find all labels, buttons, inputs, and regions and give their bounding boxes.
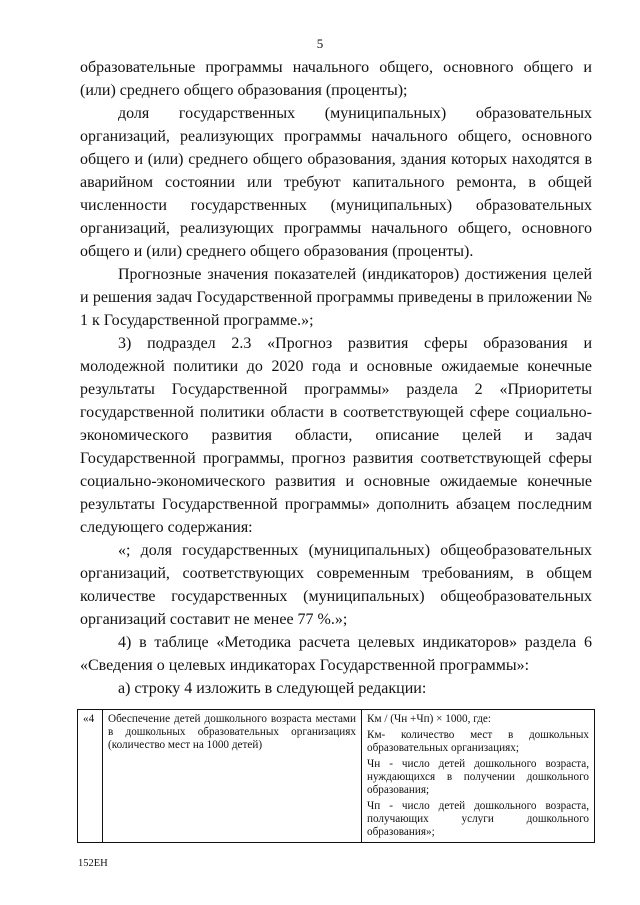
- document-code: 152ЕН: [78, 858, 108, 869]
- body-text: [80, 56, 592, 700]
- method-line: Чн - число детей дошкольного возраста, нуждающихся в получении дошкольного образования;: [367, 758, 589, 796]
- paragraph: образовательные программы начального общего, основного общего и (или) среднего общего образования (проценты);: [80, 59, 592, 99]
- indicator-table: [77, 709, 595, 843]
- method-line: Км- количество мест в дошкольных образовательных организациях;: [367, 729, 589, 754]
- paragraph: Прогнозные значения показателей (индикаторов) достижения целей и решения задач Государственной программы приведены в приложении № 1 к Государственной программе.»;: [80, 266, 592, 329]
- paragraph: 4) в таблице «Методика расчета целевых индикаторов» раздела 6 «Сведения о целевых индикаторах Государственной программы»:: [80, 634, 592, 674]
- table-row: [78, 710, 595, 843]
- paragraph: а) строку 4 изложить в следующей редакции:: [118, 680, 427, 697]
- method-line: Чп - число детей дошкольного возраста, получающих услуги дошкольного образования»;: [367, 800, 589, 838]
- page-number: 5: [316, 36, 324, 51]
- row-number-cell: «4: [78, 710, 103, 843]
- indicator-name-cell: Обеспечение детей дошкольного возраста местами в дошкольных образовательных организациях (количество мест на 1000 детей): [103, 710, 362, 843]
- method-line: Км / (Чн +Чп) × 1000, где:: [367, 713, 491, 725]
- paragraph: 3) подраздел 2.3 «Прогноз развития сферы образования и молодежной политики до 2020 года и основные ожидаемые конечные результаты Государственной программы» раздела 2 «Приоритеты государственной политики области в соответствующей сфере социально-экономического развития области, описание целей и задач Государственной программы, прогноз развития соответствующей сферы социально-экономического развития и основные ожидаемые конечные результаты Государственной программы» дополнить абзацем последним следующего содержания:: [80, 335, 592, 536]
- calculation-method-cell: [362, 710, 595, 843]
- paragraph: доля государственных (муниципальных) образовательных организаций, реализующих программы начального общего, основного общего и (или) среднего общего образования, здания которых находятся в аварийном состоянии или требуют капитального ремонта, в общей численности государственных (муниципальных) образовательных организаций, реализующих программы начального общего, основного общего и (или) среднего общего образования (проценты).: [80, 105, 592, 260]
- paragraph: «; доля государственных (муниципальных) общеобразовательных организаций, соответствующих современным требованиям, в общем количестве государственных (муниципальных) общеобразовательных организаций составит не менее 77 %.»;: [80, 542, 592, 628]
